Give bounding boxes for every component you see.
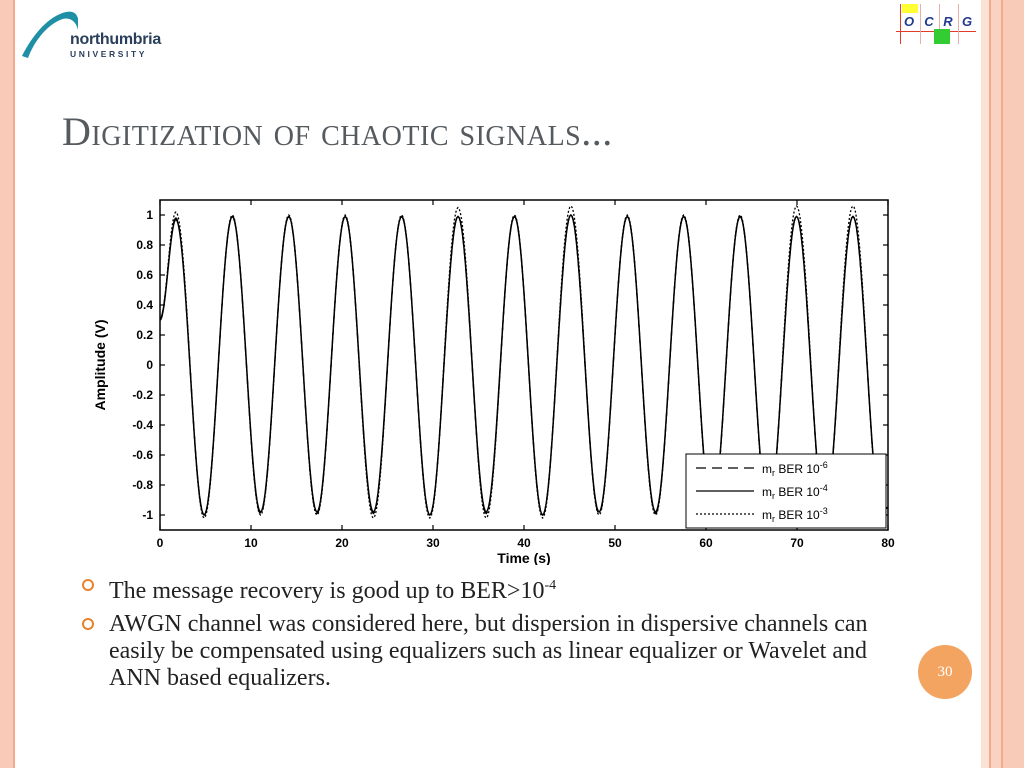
y-tick-label: -0.6 [132, 448, 153, 462]
bullet-item-1 [82, 572, 872, 605]
ocrg-letter-o: O [903, 14, 915, 29]
x-tick-label: 70 [790, 536, 804, 550]
bullet-list [82, 572, 872, 698]
y-tick-label: -1 [142, 508, 153, 522]
y-tick-label: 0.2 [136, 328, 153, 342]
left-frame-line [13, 0, 15, 768]
x-tick-label: 60 [699, 536, 713, 550]
slide-title: Digitization of chaotic signals... [62, 109, 613, 154]
x-tick-label: 10 [244, 536, 258, 550]
bullet-circle-icon [82, 618, 94, 630]
bullet-superscript-1: -4 [544, 578, 557, 593]
y-tick-label: 0.4 [136, 298, 153, 312]
right-frame-bands [981, 0, 1024, 768]
x-tick-label: 30 [426, 536, 440, 550]
x-tick-label: 20 [335, 536, 349, 550]
x-tick-label: 40 [517, 536, 531, 550]
bullet-circle-icon [82, 579, 94, 591]
page-number-badge: 30 [918, 645, 972, 699]
chart-svg [80, 190, 905, 565]
logo-sub-text: UNIVERSITY [70, 49, 148, 59]
y-tick-label: -0.4 [132, 418, 153, 432]
x-axis-label: Time (s) [497, 550, 551, 565]
legend-label-1: $m_r$ BER $10^{-6}$ [762, 460, 828, 478]
y-tick-label: -0.8 [132, 478, 153, 492]
x-tick-label: 0 [156, 536, 164, 550]
y-tick-label: 0.8 [136, 238, 153, 252]
ocrg-letter-g: G [961, 14, 973, 29]
ocrg-logo [896, 4, 976, 44]
x-tick-label: 80 [881, 536, 895, 550]
y-tick-label: -0.2 [132, 388, 153, 402]
y-tick-label: 0 [146, 358, 153, 372]
x-tick-label: 50 [608, 536, 622, 550]
y-tick-label: 0.6 [136, 268, 153, 282]
legend-label-3: $m_r$ BER $10^{-3}$ [762, 506, 828, 524]
bullet-item-2 [82, 611, 872, 692]
northumbria-logo [18, 6, 168, 62]
legend-label-2: $m_r$ BER $10^{-4}$ [762, 483, 828, 501]
bullet-text-2: AWGN channel was considered here, but dispersion in dispersive channels can easily be compensated using equalizers such as linear equalizer or Wavelet and ANN based equalizers. [109, 611, 868, 691]
amplitude-chart [80, 190, 905, 565]
ocrg-letter-c: C [924, 14, 934, 29]
logo-brand-text: northumbria [70, 31, 161, 48]
logo-swoosh-icon [18, 6, 78, 62]
ocrg-letter-r: R [943, 14, 953, 29]
bullet-text-1: The message recovery is good up to BER>10 [109, 578, 545, 604]
y-axis-label: Amplitude (V) [92, 319, 108, 411]
left-frame-band [0, 0, 13, 768]
y-tick-label: 1 [146, 208, 153, 222]
